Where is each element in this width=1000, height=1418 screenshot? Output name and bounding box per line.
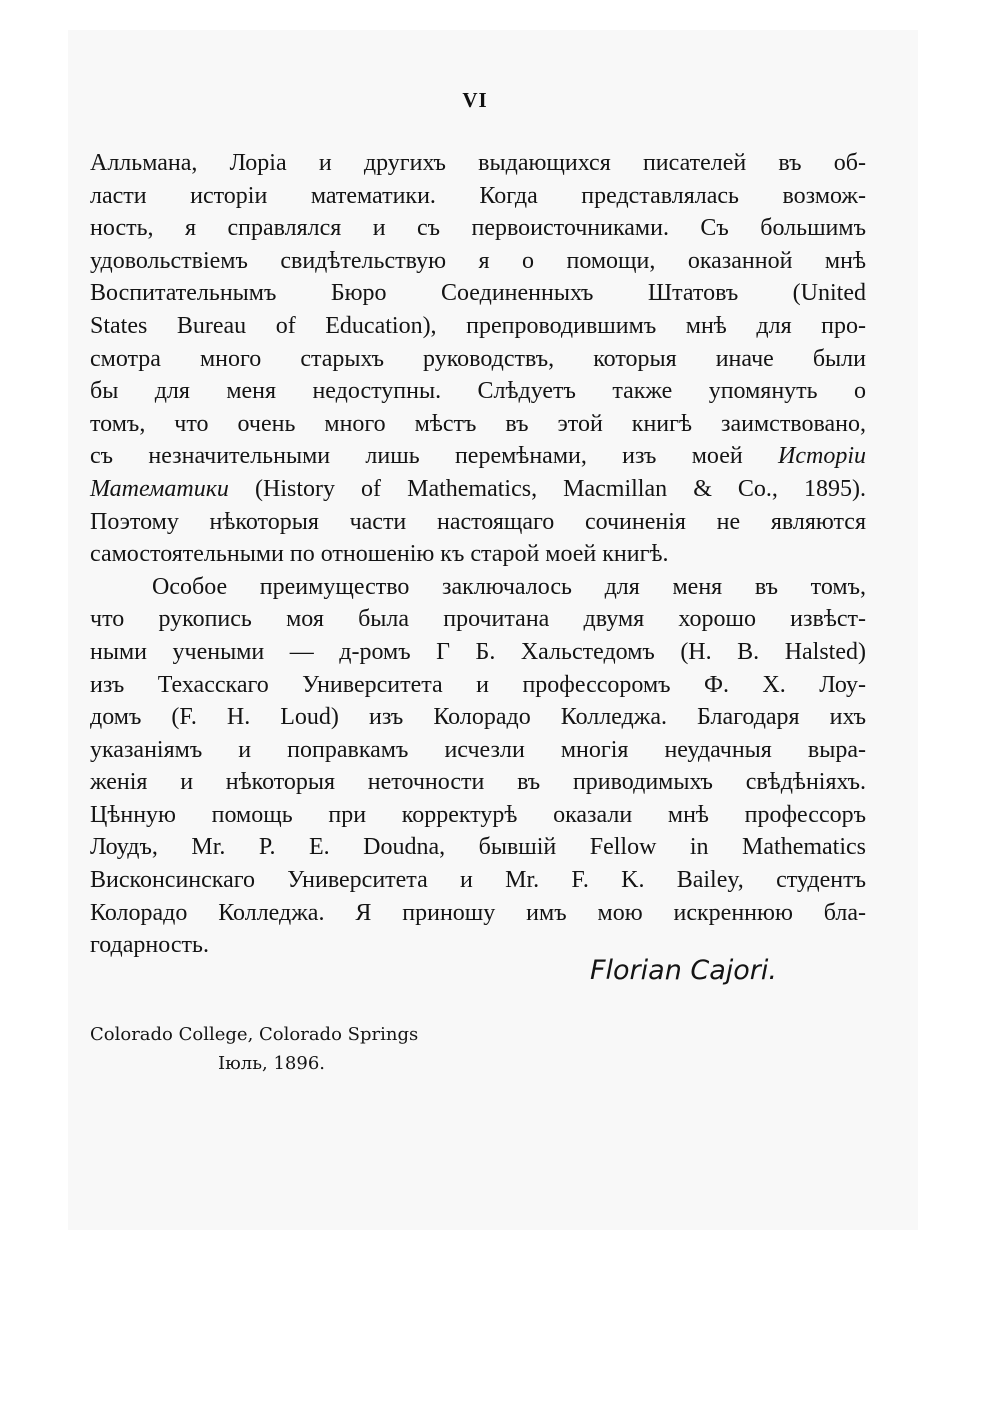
place-line: Colorado College, Colorado Springs: [90, 1024, 419, 1045]
text-line: смотра много старыхъ руководствъ, которыя иначе были: [90, 345, 866, 372]
text-line: Воспитательнымъ Бюро Соединенныхъ Штатовъ (United: [90, 280, 866, 307]
author-signature: Florian Cajori.: [590, 955, 777, 986]
book-title-part-2: Математики: [90, 475, 229, 502]
body-text: [90, 147, 866, 962]
text-line: States Bureau of Education), препроводившимъ мнѣ для про-: [90, 312, 866, 339]
text-line: ласти исторіи математики. Когда представлялась возмож-: [90, 182, 866, 209]
text-line: что рукопись моя была прочитана двумя хорошо извѣст-: [90, 606, 866, 633]
text-line: ными учеными — д-ромъ Г Б. Хальстедомъ (H. B. Halsted): [90, 638, 866, 665]
text-line: удовольствіемъ свидѣтельствую я о помощи, оказанной мнѣ: [90, 247, 866, 274]
text-line: ность, я справлялся и съ первоисточниками. Съ большимъ: [90, 215, 866, 242]
text-line: женія и нѣкоторыя неточности въ приводимыхъ свѣдѣніяхъ.: [90, 769, 866, 796]
text-segment: съ незначительными лишь перемѣнами, изъ моей: [90, 443, 743, 470]
text-segment: (History of Mathematics, Macmillan & Co., 1895).: [255, 475, 866, 502]
text-line: бы для меня недоступны. Слѣдуетъ также упомянуть о: [90, 378, 866, 405]
text-line-with-title: [90, 473, 866, 506]
text-line: томъ, что очень много мѣстъ въ этой книгѣ заимствовано,: [90, 410, 866, 437]
text-line: Алльмана, Лоріа и другихъ выдающихся писателей въ об-: [90, 150, 866, 176]
text-line: Висконсинскаго Университета и Mr. F. K. Bailey, студентъ: [90, 867, 866, 894]
text-line: годарность.: [90, 932, 209, 959]
book-title-part-1: Исторіи: [778, 443, 866, 470]
text-line: изъ Техасскаго Университета и профессоромъ Ф. Х. Лоу-: [90, 671, 866, 698]
text-line: Лоудъ, Mr. P. E. Doudna, бывшій Fellow in Mathematics: [90, 834, 866, 861]
date-line: Іюль, 1896.: [218, 1053, 325, 1074]
text-line: Колорадо Колледжа. Я приношу имъ мою искреннюю бла-: [90, 899, 866, 926]
text-line: Цѣнную помощь при корректурѣ оказали мнѣ профессоръ: [90, 801, 866, 828]
text-line-with-title: [90, 440, 866, 473]
text-line: самостоятельными по отношенію къ старой моей книгѣ.: [90, 541, 669, 568]
text-line: Поэтому нѣкоторыя части настоящаго сочиненія не являются: [90, 508, 866, 535]
text-line: домъ (F. H. Loud) изъ Колорадо Колледжа. Благодаря ихъ: [90, 704, 866, 731]
page-number: VI: [462, 88, 488, 112]
text-line: Особое преимущество заключалось для меня въ томъ,: [152, 573, 866, 600]
text-line: указаніямъ и поправкамъ исчезли многія неудачныя выра-: [90, 736, 866, 763]
